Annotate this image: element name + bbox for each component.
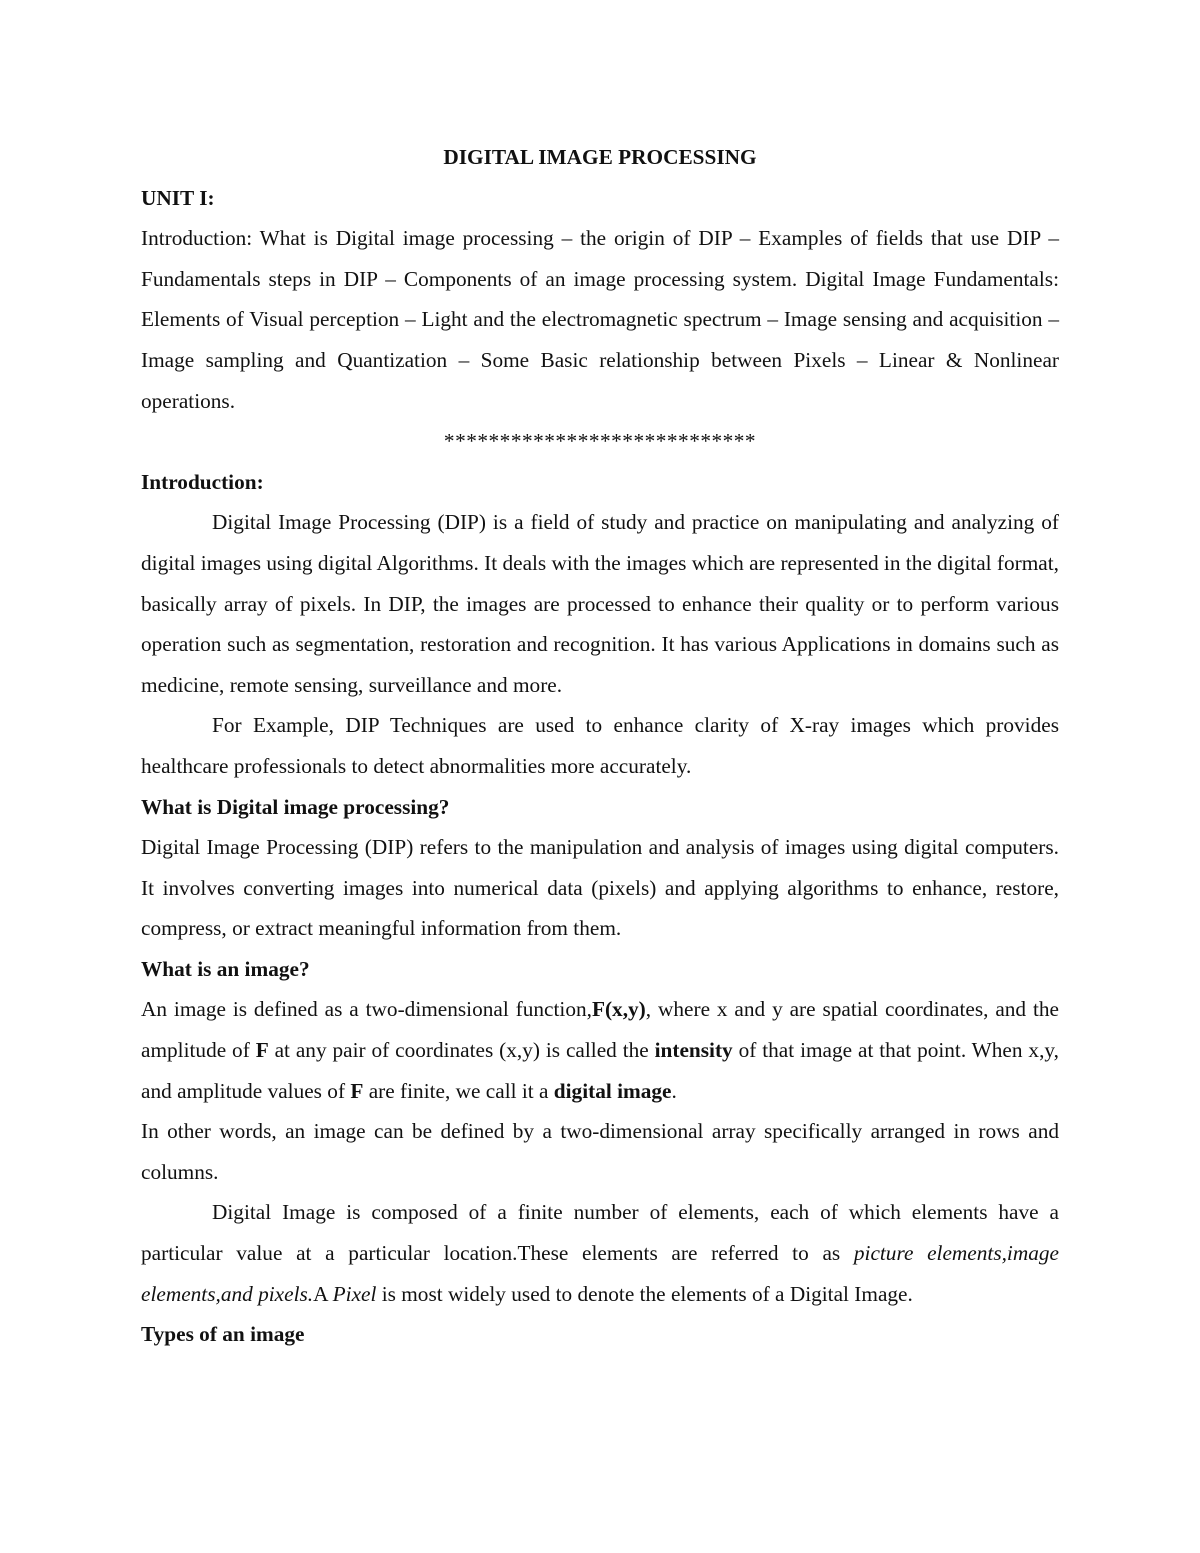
unit-heading: UNIT I: bbox=[141, 185, 215, 210]
function-term: F(x,y) bbox=[591, 997, 646, 1022]
document-page bbox=[141, 137, 1059, 1355]
text-run: A bbox=[313, 1281, 333, 1306]
dip-definition-heading: What is Digital image processing? bbox=[141, 794, 450, 819]
text-run: , where x and y are spatial coordinates, and the amplitude of bbox=[141, 997, 1059, 1063]
text-run: An image is defined as a two-dimensional function, bbox=[141, 997, 592, 1022]
function-symbol: F bbox=[255, 1038, 269, 1063]
text-run: is most widely used to denote the elements of a Digital Image. bbox=[376, 1281, 913, 1306]
text-run: Digital Image is composed of a finite number of elements, each of which elements have a particular value at a particular location.These elements are referred to as bbox=[141, 1200, 1059, 1266]
text-run: of that image at that point. When x,y, and amplitude values of bbox=[141, 1038, 1059, 1103]
image-array-paragraph: In other words, an image can be defined by a two-dimensional array specifically arranged in rows and columns. bbox=[141, 1119, 1059, 1184]
syllabus-paragraph: Introduction: What is Digital image processing – the origin of DIP – Examples of fields that use DIP – Fundamentals steps in DIP – Components of an image processing system. Digital Image Fundamentals: Elements of Visual perception – Light and the electromagnetic spectrum – Image sensing and acquisition – Image sampling and Quantization – Some Basic relationship between Pixels – Linear & Nonlinear operations. bbox=[141, 226, 1059, 413]
introduction-heading: Introduction: bbox=[141, 469, 264, 494]
text-run: at any pair of coordinates (x,y) is called the bbox=[268, 1038, 655, 1063]
function-symbol: F bbox=[350, 1078, 364, 1103]
document-title: DIGITAL IMAGE PROCESSING bbox=[443, 145, 757, 169]
separator: **************************** bbox=[443, 429, 757, 454]
dip-definition-paragraph: Digital Image Processing (DIP) refers to the manipulation and analysis of images using digital computers. It involves converting images into numerical data (pixels) and applying algorithms to enhance, restore, compress, or extract meaningful information from them. bbox=[141, 835, 1059, 941]
picture-elements-term: picture elements,image elements,and pixels. bbox=[141, 1241, 1059, 1306]
text-run: are finite, we call it a bbox=[363, 1078, 554, 1103]
intensity-term: intensity bbox=[654, 1038, 733, 1063]
image-definition-paragraph bbox=[141, 989, 1059, 1111]
text-run: . bbox=[671, 1078, 677, 1103]
types-heading: Types of an image bbox=[141, 1322, 305, 1347]
pixel-paragraph bbox=[141, 1192, 1059, 1314]
digital-image-term: digital image bbox=[553, 1078, 672, 1103]
image-definition-heading: What is an image? bbox=[141, 956, 310, 981]
example-paragraph: For Example, DIP Techniques are used to enhance clarity of X-ray images which provides healthcare professionals to detect abnormalities more accurately. bbox=[141, 713, 1059, 778]
pixel-term: Pixel bbox=[332, 1281, 377, 1306]
introduction-paragraph: Digital Image Processing (DIP) is a field of study and practice on manipulating and analyzing of digital images using digital Algorithms. It deals with the images which are represented in the digital format, basically array of pixels. In DIP, the images are processed to enhance their quality or to perform various operation such as segmentation, restoration and recognition. It has various Applications in domains such as medicine, remote sensing, surveillance and more. bbox=[141, 510, 1059, 697]
